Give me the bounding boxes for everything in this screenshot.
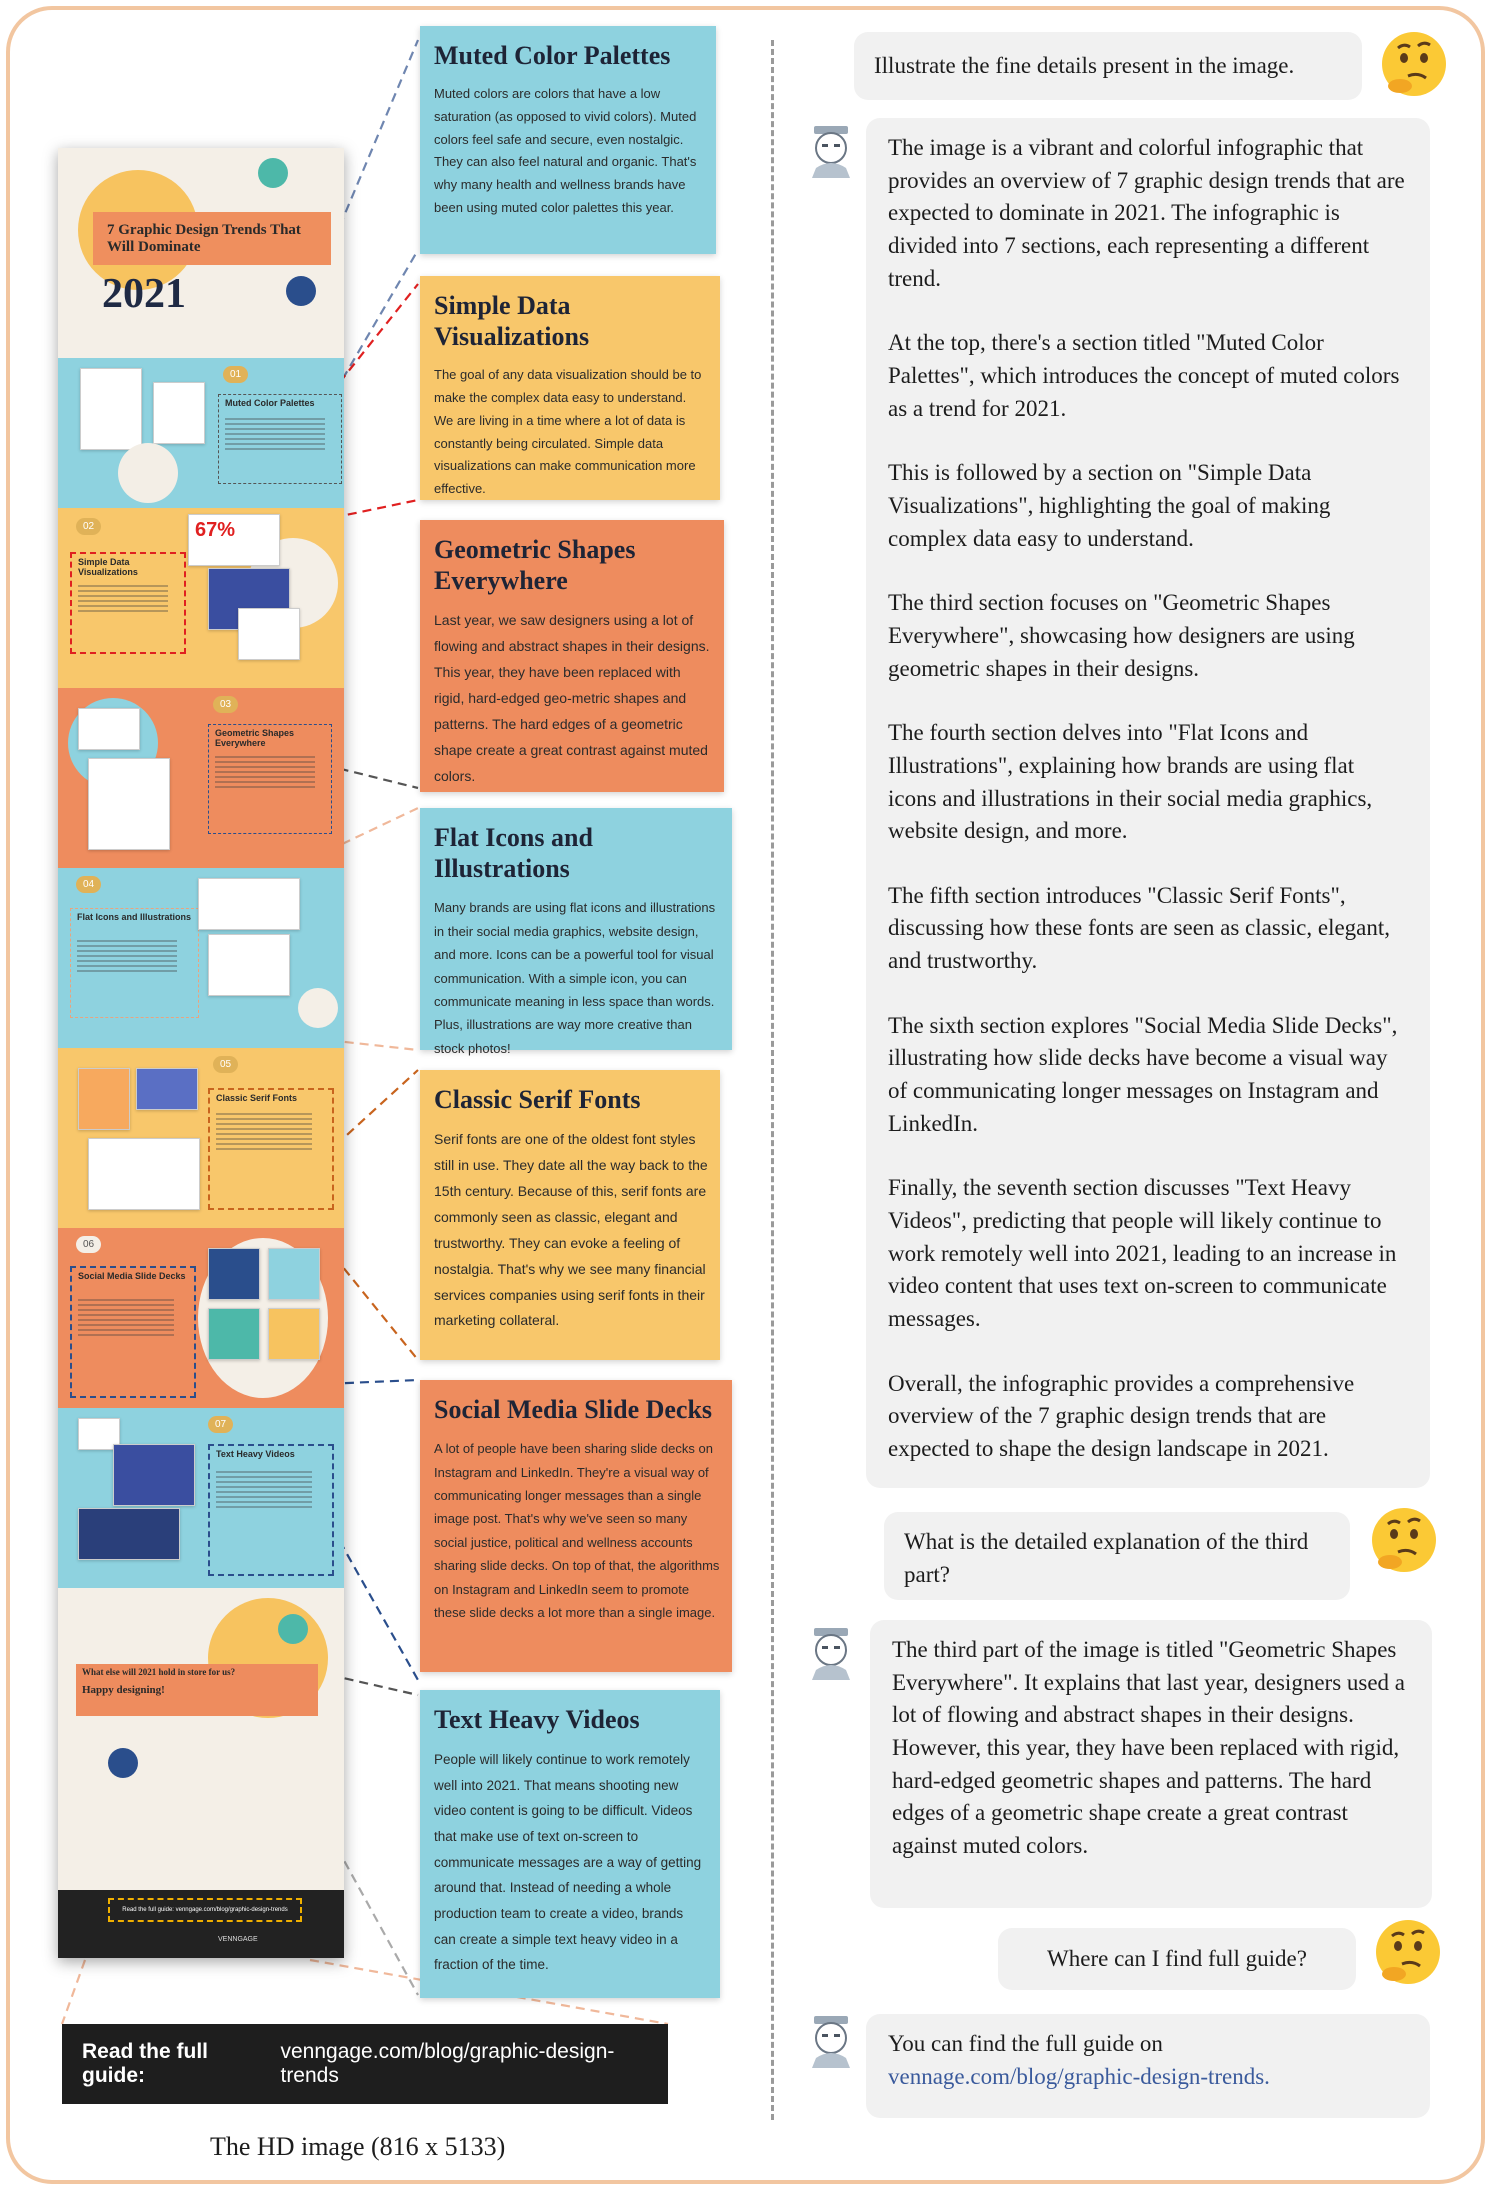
guide-url: venngage.com/blog/graphic-design-trends bbox=[280, 2040, 615, 2087]
infographic-thumbnail bbox=[58, 148, 344, 1958]
card-body: The goal of any data visualization should be to make the complex data easy to understand. We are living in a time where a lot of data is constantly being circulated. Simple data visualizations can make communication more effective. bbox=[434, 367, 702, 497]
card-title: Muted Color Palettes bbox=[434, 41, 671, 70]
robot-avatar-icon bbox=[800, 120, 862, 182]
assistant-message-1: The image is a vibrant and colorful infographic that provides an overview of 7 graphic design trends that are expected to dominate in 2021. The infographic is divided into 7 sections, each representing a different trend. At the top, there's a section titled "Muted Color Palettes", which introduces the concept of muted colors as a trend for 2021. This is followed by a section on "Simple Data Visualizations", highlighting the goal of making complex data easy to understand. The third section focuses on "Geometric Shapes Everywhere", showcasing how designers are using geometric shapes in their designs. The fourth section delves into "Flat Icons and Illustrations", explaining how brands are using flat icons and illustrations in their social media graphics, website design, and more. The fifth section introduces "Classic Serif Fonts", discussing how these fonts are seen as classic, elegant, and trustworthy. The sixth section explores "Social Media Slide Decks", illustrating how slide decks have become a visual way of communicating longer messages on Instagram and LinkedIn. Finally, the seventh section discusses "Text Heavy Videos", predicting that people will likely continue to work remotely well into 2021, leading to an increase in video content that uses text on-screen to communicate messages. Overall, the infographic provides a comprehensive overview of the 7 graphic design trends that are expected to shape the design landscape in 2021. bbox=[866, 118, 1430, 1488]
hd-image-caption: The HD image (816 x 5133) bbox=[210, 2132, 506, 2161]
card-title: Flat Icons and Illustrations bbox=[434, 823, 593, 884]
card-body: Muted colors are colors that have a low saturation (as opposed to vivid colors). Muted colors feel safe and secure, even nostalgic. They can also feel natural and organic. That's why many health and wellness brands have been using muted color palettes this year. bbox=[434, 86, 697, 215]
thumb-section-5: 05 Classic Serif Fonts bbox=[58, 1048, 344, 1228]
thumb-header bbox=[58, 148, 344, 358]
robot-avatar-icon bbox=[800, 1622, 862, 1684]
thumb-year: 2021 bbox=[102, 271, 186, 317]
card-body: Last year, we saw designers using a lot of flowing and abstract shapes in their designs. This year, they have been replaced with rigid, hard-edged geo-metric shapes and patterns. The hard edges of a geometric shape create a great contrast against muted colors. bbox=[434, 612, 710, 784]
user-message-3: Where can I find full guide? bbox=[998, 1928, 1356, 1990]
thumb-footer: Read the full guide: venngage.com/blog/graphic-design-trends VENNGAGE bbox=[58, 1890, 344, 1958]
assistant-message-3: You can find the full guide on vennage.com/blog/graphic-design-trends. bbox=[866, 2014, 1430, 2118]
card-body: A lot of people have been sharing slide decks on Instagram and LinkedIn. They're a visual way of communicating longer messages than a single image post. That's why we've seen so many social justice, political and wellness accounts sharing slide decks. On top of that, the algorithms on Instagram and LinkedIn seem to promote these slide decks a lot more than a single image. bbox=[434, 1441, 720, 1620]
card-title: Classic Serif Fonts bbox=[434, 1085, 641, 1114]
assistant-message-2: The third part of the image is titled "Geometric Shapes Everywhere". It explains that last year, designers used a lot of flowing and abstract shapes in their designs. However, this year, they have been replaced with rigid, hard-edged geometric shapes and patterns. The hard edges of a geometric shape create a great contrast against muted colors. bbox=[870, 1620, 1432, 1908]
thumb-section-2: 02 Simple Data Visualizations 67% bbox=[58, 508, 344, 688]
card-body: Many brands are using flat icons and illustrations in their social media graphics, website design, and more. Icons can be a powerful tool for visual communication. With a simple icon, you can communicate meaning in less space than words. Plus, illustrations are way more creative than stock photos! bbox=[434, 900, 716, 1056]
user-message-2: What is the detailed explanation of the third part? bbox=[884, 1512, 1350, 1600]
thumb-section-4: 04 Flat Icons and Illustrations bbox=[58, 868, 344, 1048]
thumb-ending: What else will 2021 hold in store for us? Happy designing! bbox=[58, 1588, 344, 1890]
card-text-heavy-videos bbox=[420, 1690, 720, 1998]
thumb-section-6: 06 Social Media Slide Decks bbox=[58, 1228, 344, 1408]
thinking-face-emoji-icon bbox=[1372, 1916, 1444, 1988]
card-title: Social Media Slide Decks bbox=[434, 1395, 713, 1424]
card-geometric-shapes bbox=[420, 520, 724, 792]
card-social-media-slide-decks bbox=[420, 1380, 732, 1672]
thinking-face-emoji-icon bbox=[1368, 1504, 1440, 1576]
card-body: Serif fonts are one of the oldest font styles still in use. They date all the way back to the 15th century. Because of this, serif fonts are commonly seen as classic, elegant and trustworthy. They can evoke a feeling of nostalgia. That's why we see many financial services companies using serif fonts in their marketing collateral. bbox=[434, 1131, 708, 1329]
card-muted-color-palettes bbox=[420, 26, 716, 254]
thinking-face-emoji-icon bbox=[1378, 28, 1450, 100]
thumb-section-7: 07 Text Heavy Videos bbox=[58, 1408, 344, 1588]
card-classic-serif-fonts bbox=[420, 1070, 720, 1360]
card-simple-data-visualizations bbox=[420, 276, 720, 500]
thumb-section-1: 01 Muted Color Palettes bbox=[58, 358, 344, 508]
column-divider bbox=[771, 40, 774, 2120]
guide-label: Read the full guide: bbox=[82, 2040, 209, 2087]
full-guide-bar bbox=[62, 2024, 668, 2104]
thumb-title: 7 Graphic Design Trends That Will Dominate bbox=[93, 212, 331, 265]
card-title: Geometric Shapes Everywhere bbox=[434, 535, 636, 596]
card-body: People will likely continue to work remotely well into 2021. That means shooting new video content is going to be difficult. Videos that make use of text on-screen to communicate messages are a way of getting around that. Instead of needing a whole production team to create a video, brands can create a simple text heavy video in a fraction of the time. bbox=[434, 1752, 702, 1973]
card-title: Text Heavy Videos bbox=[434, 1705, 640, 1734]
card-flat-icons bbox=[420, 808, 732, 1056]
card-title: Simple Data Visualizations bbox=[434, 291, 590, 352]
user-message-1: Illustrate the fine details present in the image. bbox=[854, 32, 1362, 100]
full-guide-link[interactable]: vennage.com/blog/graphic-design-trends. bbox=[888, 2063, 1270, 2089]
robot-avatar-icon bbox=[800, 2010, 862, 2072]
thumb-section-3: 03 Geometric Shapes Everywhere bbox=[58, 688, 344, 868]
